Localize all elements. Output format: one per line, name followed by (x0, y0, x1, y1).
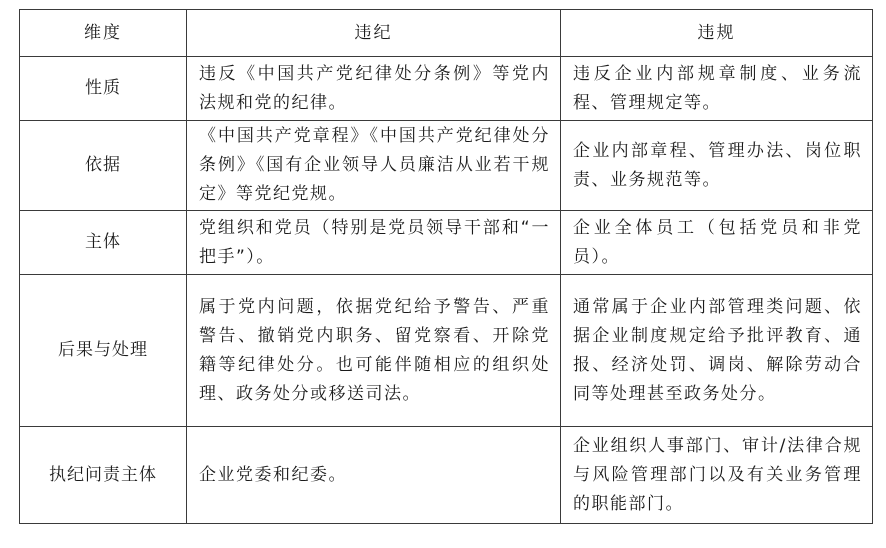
table-row (20, 427, 873, 524)
row-dimension: 后果与处理 (20, 275, 187, 427)
row-dimension: 性质 (20, 57, 187, 121)
row-dimension: 依据 (20, 121, 187, 211)
header-discipline: 违纪 (187, 10, 561, 57)
row-discipline-cell: 属于党内问题，依据党纪给予警告、严重警告、撤销党内职务、留党察看、开除党籍等纪律处分。也可能伴随相应的组织处理、政务处分或移送司法。 (187, 275, 561, 427)
row-discipline-cell: 《中国共产党章程》《中国共产党纪律处分条例》《国有企业领导人员廉洁从业若干规定》等党纪党规。 (187, 121, 561, 211)
table-header-row (20, 10, 873, 57)
header-violation: 违规 (561, 10, 873, 57)
row-discipline-cell: 党组织和党员（特别是党员领导干部和“一把手”）。 (187, 211, 561, 275)
row-dimension: 主体 (20, 211, 187, 275)
row-violation-cell: 企业内部章程、管理办法、岗位职责、业务规范等。 (561, 121, 873, 211)
header-dimension: 维度 (20, 10, 187, 57)
row-dimension: 执纪问责主体 (20, 427, 187, 524)
table-row (20, 211, 873, 275)
table-row (20, 57, 873, 121)
row-violation-cell: 企业全体员工（包括党员和非党员）。 (561, 211, 873, 275)
row-discipline-cell: 违反《中国共产党纪律处分条例》等党内法规和党的纪律。 (187, 57, 561, 121)
table-row (20, 275, 873, 427)
row-violation-cell: 违反企业内部规章制度、业务流程、管理规定等。 (561, 57, 873, 121)
row-violation-cell: 通常属于企业内部管理类问题、依据企业制度规定给予批评教育、通报、经济处罚、调岗、解除劳动合同等处理甚至政务处分。 (561, 275, 873, 427)
row-violation-cell: 企业组织人事部门、审计/法律合规与风险管理部门以及有关业务管理的职能部门。 (561, 427, 873, 524)
row-discipline-cell: 企业党委和纪委。 (187, 427, 561, 524)
table-row (20, 121, 873, 211)
comparison-table (19, 9, 873, 524)
